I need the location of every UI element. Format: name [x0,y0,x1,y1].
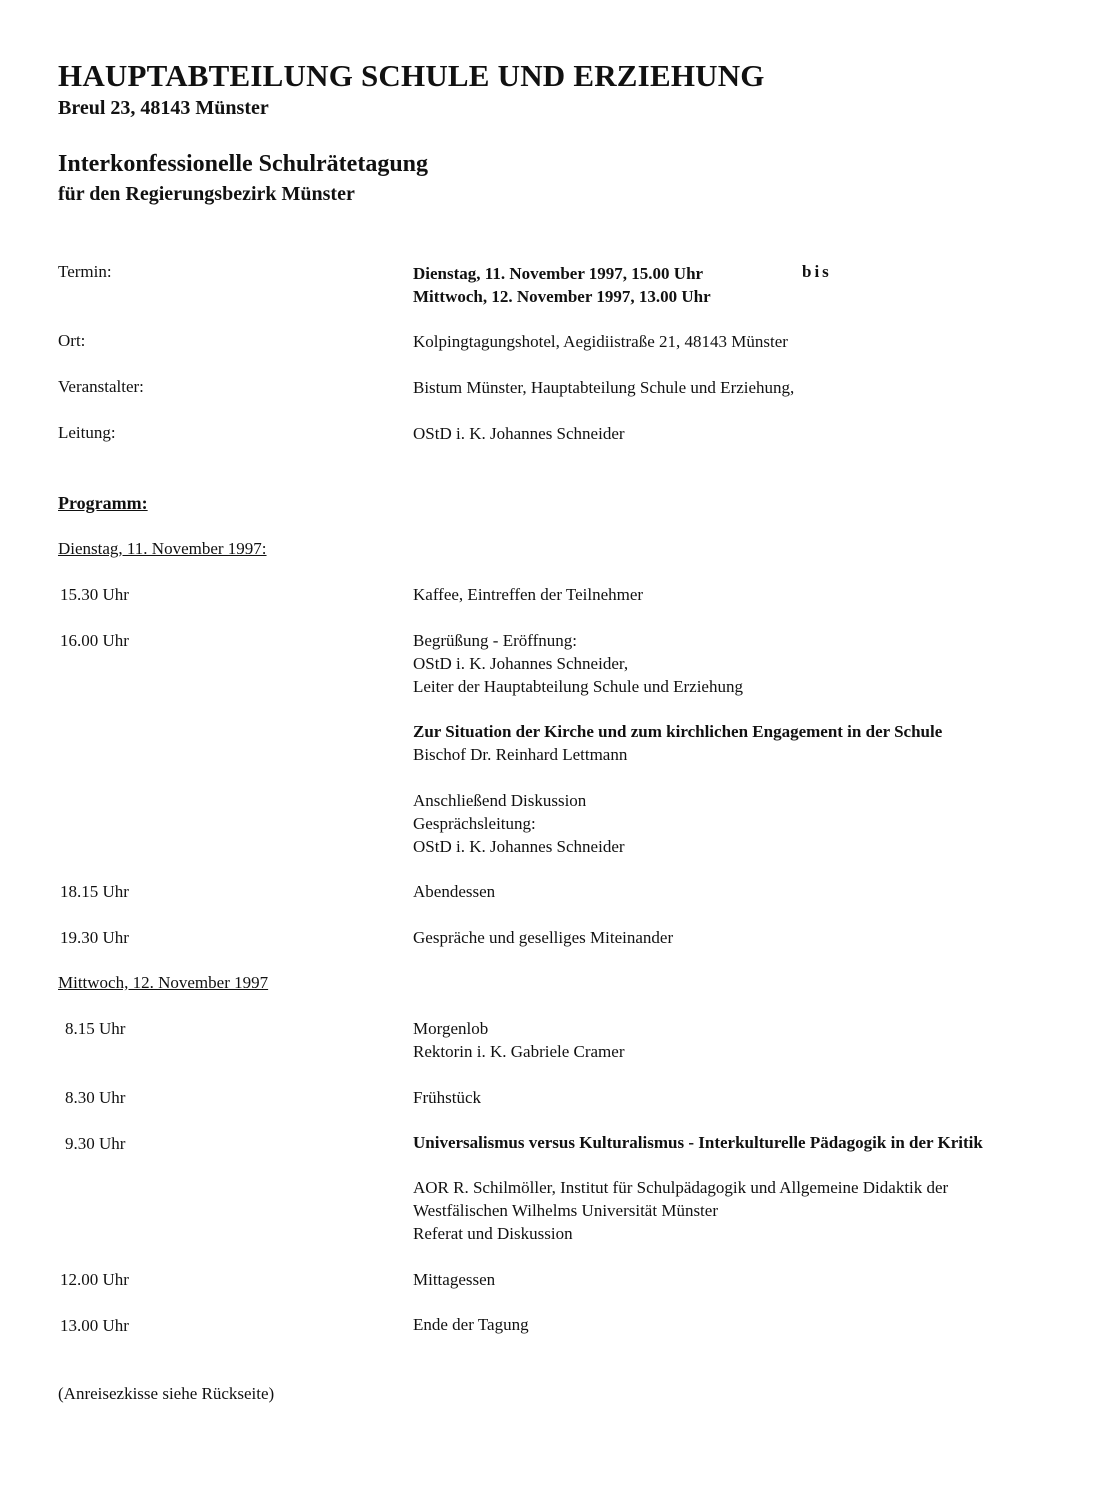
item-text: OStD i. K. Johannes Schneider, [413,654,629,673]
footer-note: (Anreisezkisse siehe Rückseite) [58,1384,275,1403]
termin-bis: bis [802,262,832,281]
item-text: AOR R. Schilmöller, Institut für Schulpädagogik und Allgemeine Didaktik der Westfälischen Wilhelms Universität Münster [413,1178,949,1220]
item-text: Referat und Diskussion [413,1224,573,1243]
event-title: Interkonfessionelle Schulrätetagung [58,151,429,177]
item-text: Rektorin i. K. Gabriele Cramer [413,1042,625,1061]
item-text: Mittagessen [413,1270,496,1289]
termin-line1: Dienstag, 11. November 1997, 15.00 Uhr [413,264,704,283]
item-time: 15.30 Uhr [60,585,129,604]
termin-line2: Mittwoch, 12. November 1997, 13.00 Uhr [413,287,711,306]
item-text: Gesprächsleitung: [413,814,536,833]
veranstalter-value: Bistum Münster, Hauptabteilung Schule und Erziehung, [413,378,795,397]
item-time: 9.30 Uhr [65,1134,126,1153]
item-text: Bischof Dr. Reinhard Lettmann [413,745,628,764]
item-text: Begrüßung - Eröffnung: [413,631,577,650]
talk-title: Zur Situation der Kirche und zum kirchlichen Engagement in der Schule [413,722,943,741]
leitung-label: Leitung: [58,423,116,442]
veranstalter-label: Veranstalter: [58,377,144,396]
talk-title: Universalismus versus Kulturalismus - Interkulturelle Pädagogik in der Kritik [413,1133,983,1152]
item-time: 19.30 Uhr [60,928,129,947]
item-time: 8.30 Uhr [65,1088,126,1107]
ort-value: Kolpingtagungshotel, Aegidiistraße 21, 48143 Münster [413,332,788,351]
item-time: 8.15 Uhr [65,1019,126,1038]
item-text: OStD i. K. Johannes Schneider [413,837,625,856]
item-time: 16.00 Uhr [60,631,129,650]
item-text: Ende der Tagung [413,1315,529,1334]
day1-date: Dienstag, 11. November 1997: [58,539,267,558]
page-title: HAUPTABTEILUNG SCHULE UND ERZIEHUNG [58,58,765,93]
item-text: Kaffee, Eintreffen der Teilnehmer [413,585,644,604]
ort-label: Ort: [58,331,86,350]
item-text: Gespräche und geselliges Miteinander [413,928,674,947]
item-text: Leiter der Hauptabteilung Schule und Erziehung [413,677,743,696]
item-text: Morgenlob [413,1019,489,1038]
termin-label: Termin: [58,262,112,281]
item-time: 18.15 Uhr [60,882,129,901]
item-text: Anschließend Diskussion [413,791,587,810]
programm-heading: Programm: [58,493,148,513]
item-time: 13.00 Uhr [60,1316,129,1335]
item-text: Abendessen [413,882,496,901]
item-time: 12.00 Uhr [60,1270,129,1289]
item-text: Frühstück [413,1088,481,1107]
day2-date: Mittwoch, 12. November 1997 [58,973,269,992]
address: Breul 23, 48143 Münster [58,97,269,119]
event-subtitle: für den Regierungsbezirk Münster [58,183,355,205]
leitung-value: OStD i. K. Johannes Schneider [413,424,625,443]
